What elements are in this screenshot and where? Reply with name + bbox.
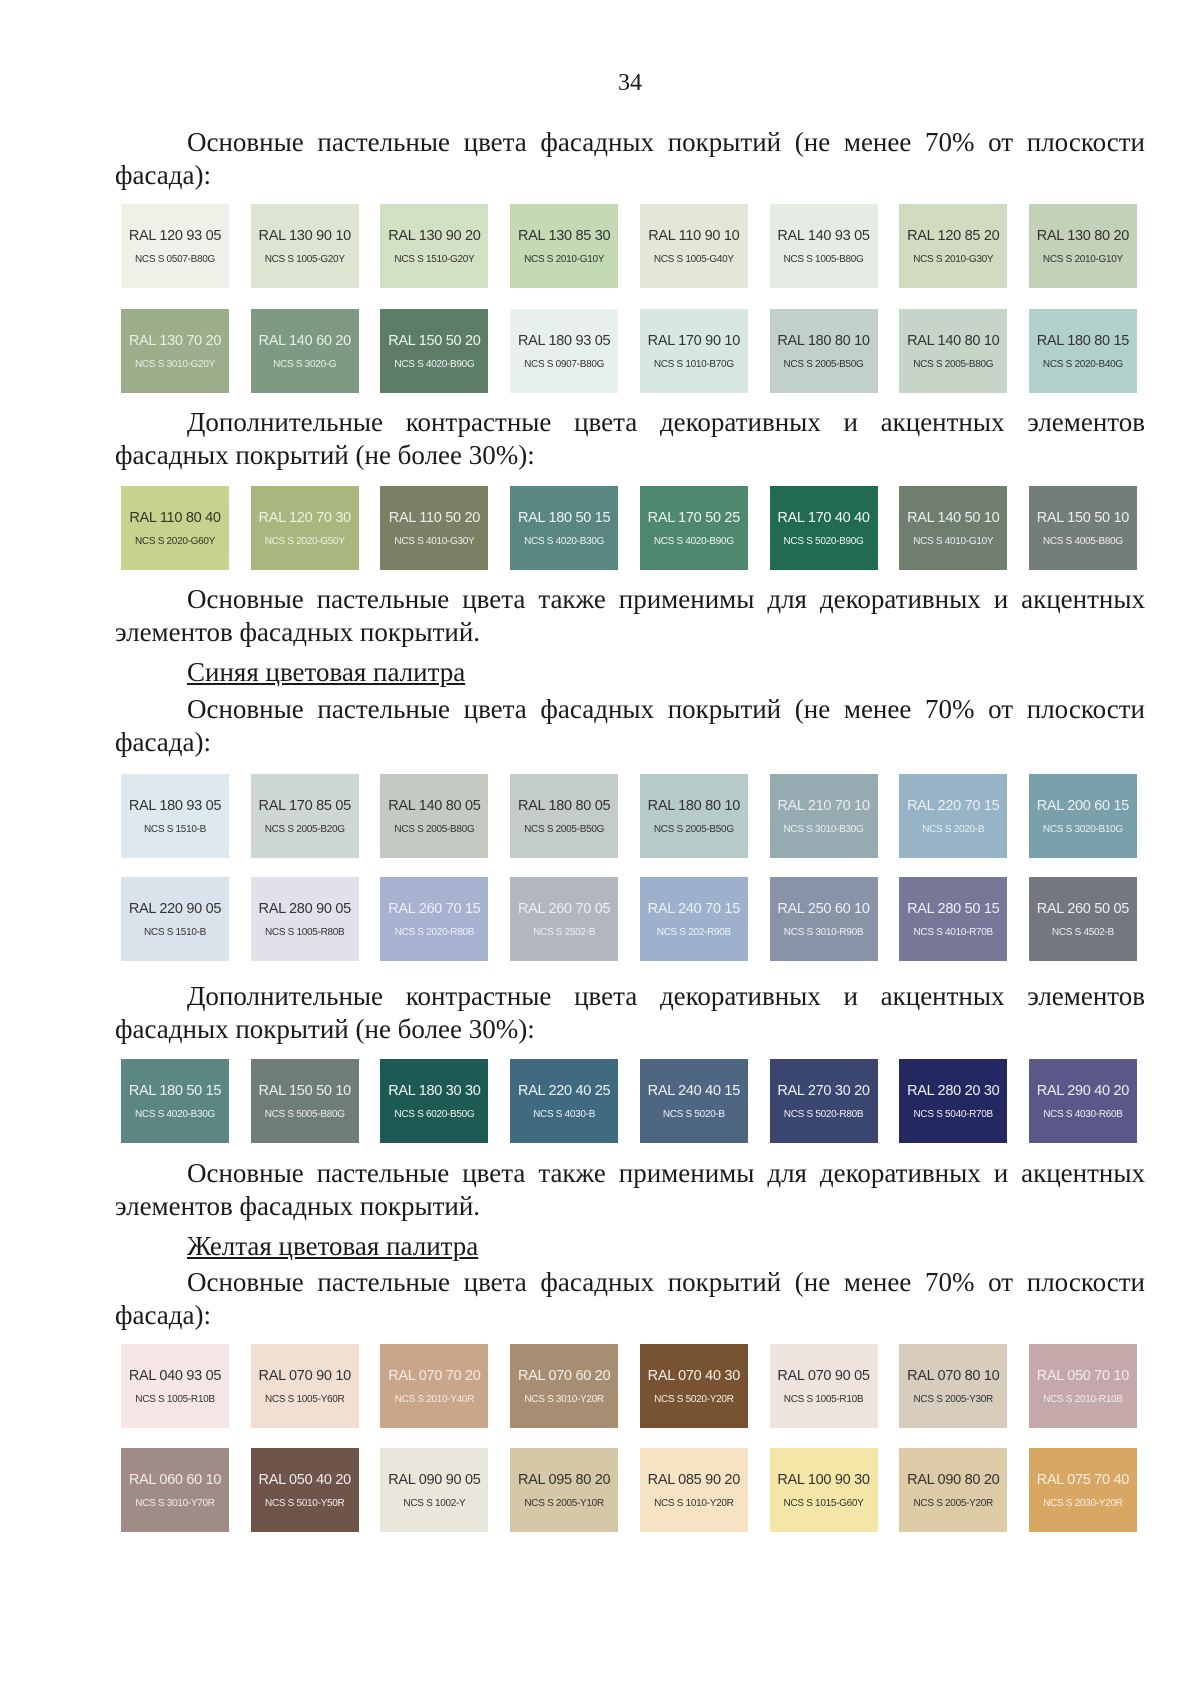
ral-code: RAL 040 93 05 xyxy=(128,1367,222,1384)
color-swatch xyxy=(640,204,748,288)
ncs-code: NCS S 6020-B50G xyxy=(394,1108,475,1120)
ncs-code: NCS S 3010-Y20R xyxy=(524,1393,604,1405)
color-swatch xyxy=(251,1448,359,1532)
color-swatch xyxy=(899,204,1007,288)
ral-code: RAL 150 50 10 xyxy=(1036,509,1130,526)
color-swatch xyxy=(770,774,878,858)
ral-code: RAL 170 90 10 xyxy=(647,332,740,349)
ral-code: RAL 120 85 20 xyxy=(907,227,1000,244)
ncs-code: NCS S 2005-Y20R xyxy=(913,1497,993,1509)
ral-code: RAL 180 93 05 xyxy=(517,332,611,349)
ral-code: RAL 140 60 20 xyxy=(258,332,351,349)
ncs-code: NCS S 2005-Y10R xyxy=(524,1497,604,1509)
blue-palette-heading: Синяя цветовая палитра xyxy=(187,657,466,687)
ncs-code: NCS S 2005-B50G xyxy=(783,358,864,370)
ral-code: RAL 180 93 05 xyxy=(128,797,222,814)
color-swatch xyxy=(770,486,878,570)
section-blue-extra-text: Дополнительные контрастные цвета декоративных и акцентных элементов фасадных покрытий (не более 30%): xyxy=(115,981,1145,1044)
ncs-code: NCS S 0507-B80G xyxy=(135,253,215,265)
color-swatch xyxy=(1029,774,1137,858)
section-blue-main-text: Основные пастельные цвета фасадных покрытий (не менее 70% от плоскости фасада): xyxy=(115,694,1145,757)
ncs-code: NCS S 2020-G50Y xyxy=(264,535,345,547)
ncs-code: NCS S 1005-R80B xyxy=(264,926,345,938)
ral-code: RAL 110 90 10 xyxy=(648,227,740,244)
ral-code: RAL 260 50 05 xyxy=(1036,900,1130,917)
color-swatch xyxy=(251,1344,359,1428)
ral-code: RAL 140 80 05 xyxy=(388,797,481,814)
ral-code: RAL 130 70 20 xyxy=(128,332,222,349)
color-swatch xyxy=(899,309,1007,393)
ncs-code: NCS S 4010-G10Y xyxy=(913,535,994,547)
section-green-note-text: Основные пастельные цвета также применимы для декоративных и акцентных элементов фасадных покрытий. xyxy=(115,584,1145,647)
ral-code: RAL 090 90 05 xyxy=(388,1471,481,1488)
color-swatch xyxy=(121,1448,229,1532)
ncs-code: NCS S 5020-B90G xyxy=(783,535,864,547)
ral-code: RAL 060 60 10 xyxy=(128,1471,222,1488)
ral-code: RAL 110 50 20 xyxy=(388,509,481,526)
ncs-code: NCS S 3010-B30G xyxy=(783,823,864,835)
ral-code: RAL 170 85 05 xyxy=(258,797,351,814)
color-swatch xyxy=(380,1059,488,1143)
ncs-code: NCS S 4020-B90G xyxy=(394,358,475,370)
color-swatch xyxy=(121,309,229,393)
ncs-code: NCS S 3010-G20Y xyxy=(135,358,215,370)
yellow-palette-heading: Желтая цветовая палитра xyxy=(187,1231,479,1261)
ral-code: RAL 085 90 20 xyxy=(647,1471,740,1488)
ncs-code: NCS S 1005-Y60R xyxy=(264,1393,345,1405)
ral-code: RAL 120 93 05 xyxy=(128,227,222,244)
color-swatch xyxy=(121,877,229,961)
ncs-code: NCS S 1015-G60Y xyxy=(783,1497,864,1509)
color-swatch xyxy=(380,204,488,288)
page-number: 34 xyxy=(618,70,642,96)
ral-code: RAL 070 80 10 xyxy=(907,1367,1000,1384)
ncs-code: NCS S 5020-B xyxy=(662,1108,725,1120)
color-swatch xyxy=(1029,1344,1137,1428)
ncs-code: NCS S 1510-G20Y xyxy=(394,253,475,265)
color-swatch xyxy=(510,877,618,961)
ral-code: RAL 180 80 10 xyxy=(647,797,740,814)
ral-code: RAL 240 40 15 xyxy=(647,1082,740,1099)
ncs-code: NCS S 2005-B80G xyxy=(913,358,994,370)
ral-code: RAL 280 50 15 xyxy=(907,900,1000,917)
color-swatch xyxy=(640,1059,748,1143)
color-swatch xyxy=(380,774,488,858)
color-swatch xyxy=(510,1059,618,1143)
ral-code: RAL 090 80 20 xyxy=(907,1471,1000,1488)
ncs-code: NCS S 1010-B70G xyxy=(653,358,734,370)
ral-code: RAL 075 70 40 xyxy=(1036,1471,1130,1488)
color-swatch xyxy=(640,309,748,393)
ral-code: RAL 220 70 15 xyxy=(907,797,1000,814)
ncs-code: NCS S 2010-Y40R xyxy=(394,1393,475,1405)
ncs-code: NCS S 4502-B xyxy=(1051,926,1114,938)
color-swatch xyxy=(640,486,748,570)
ral-code: RAL 170 50 25 xyxy=(647,509,740,526)
color-swatch xyxy=(770,1448,878,1532)
ral-code: RAL 180 80 05 xyxy=(517,797,611,814)
ncs-code: NCS S 2005-B50G xyxy=(653,823,734,835)
color-swatch xyxy=(770,309,878,393)
color-swatch xyxy=(510,486,618,570)
color-swatch xyxy=(1029,877,1137,961)
swatch-row xyxy=(121,204,1137,288)
ral-code: RAL 070 90 05 xyxy=(777,1367,870,1384)
ncs-code: NCS S 1002-Y xyxy=(403,1497,466,1509)
ncs-code: NCS S 2010-R10B xyxy=(1043,1393,1123,1405)
ral-code: RAL 290 40 20 xyxy=(1036,1082,1130,1099)
ncs-code: NCS S 3020-G xyxy=(273,358,337,370)
ncs-code: NCS S 2020-G60Y xyxy=(135,535,215,547)
color-swatch xyxy=(770,1059,878,1143)
ral-code: RAL 280 20 30 xyxy=(907,1082,1000,1099)
color-swatch xyxy=(121,1059,229,1143)
color-swatch xyxy=(121,486,229,570)
ral-code: RAL 220 40 25 xyxy=(517,1082,611,1099)
ral-code: RAL 250 60 10 xyxy=(777,900,870,917)
ral-code: RAL 200 60 15 xyxy=(1036,797,1130,814)
ral-code: RAL 220 90 05 xyxy=(128,900,222,917)
ncs-code: NCS S 2020-B40G xyxy=(1042,358,1123,370)
section-green-extra-text: Дополнительные контрастные цвета декоративных и акцентных элементов фасадных покрытий (не более 30%): xyxy=(115,407,1145,470)
ral-code: RAL 140 50 10 xyxy=(907,509,1000,526)
swatch-row xyxy=(121,774,1137,858)
ncs-code: NCS S 3010-R90B xyxy=(783,926,864,938)
color-swatch xyxy=(899,1448,1007,1532)
color-swatch xyxy=(770,877,878,961)
ncs-code: NCS S 1010-Y20R xyxy=(654,1497,734,1509)
ral-code: RAL 100 90 30 xyxy=(777,1471,870,1488)
color-swatch xyxy=(251,309,359,393)
color-swatch xyxy=(380,309,488,393)
color-swatch xyxy=(251,204,359,288)
color-swatch xyxy=(770,1344,878,1428)
ral-code: RAL 050 70 10 xyxy=(1036,1367,1130,1384)
color-swatch xyxy=(251,486,359,570)
ncs-code: NCS S 2005-Y30R xyxy=(913,1393,993,1405)
color-swatch xyxy=(1029,204,1137,288)
ncs-code: NCS S 1005-R10B xyxy=(783,1393,864,1405)
color-swatch xyxy=(1029,1059,1137,1143)
ncs-code: NCS S 2030-Y20R xyxy=(1043,1497,1123,1509)
ral-code: RAL 150 50 10 xyxy=(258,1082,351,1099)
ral-code: RAL 120 70 30 xyxy=(258,509,351,526)
color-swatch xyxy=(510,1344,618,1428)
color-swatch xyxy=(899,1059,1007,1143)
ncs-code: NCS S 4030-R60B xyxy=(1043,1108,1123,1120)
ncs-code: NCS S 4010-G30Y xyxy=(394,535,475,547)
ncs-code: NCS S 4010-R70B xyxy=(913,926,993,938)
ral-code: RAL 180 50 15 xyxy=(517,509,611,526)
ncs-code: NCS S 1510-B xyxy=(144,926,206,938)
ncs-code: NCS S 5005-B80G xyxy=(264,1108,345,1120)
ncs-code: NCS S 2010-G10Y xyxy=(524,253,605,265)
ncs-code: NCS S 2005-B20G xyxy=(264,823,345,835)
ncs-code: NCS S 5010-Y50R xyxy=(264,1497,345,1509)
ncs-code: NCS S 2010-G30Y xyxy=(913,253,994,265)
ral-code: RAL 140 80 10 xyxy=(907,332,1000,349)
color-swatch xyxy=(899,774,1007,858)
ral-code: RAL 070 40 30 xyxy=(647,1367,740,1384)
swatch-row xyxy=(121,877,1137,961)
ncs-code: NCS S 4005-B80G xyxy=(1042,535,1123,547)
ncs-code: NCS S 5020-Y20R xyxy=(654,1393,734,1405)
ral-code: RAL 050 40 20 xyxy=(258,1471,351,1488)
ncs-code: NCS S 4030-B xyxy=(533,1108,596,1120)
color-swatch xyxy=(770,204,878,288)
ral-code: RAL 180 30 30 xyxy=(388,1082,481,1099)
color-swatch xyxy=(510,204,618,288)
ncs-code: NCS S 0907-B80G xyxy=(524,358,605,370)
color-swatch xyxy=(640,1344,748,1428)
ncs-code: NCS S 3010-Y70R xyxy=(135,1497,215,1509)
ncs-code: NCS S 2020-R80B xyxy=(394,926,475,938)
ncs-code: NCS S 4020-B30G xyxy=(135,1108,215,1120)
ral-code: RAL 270 30 20 xyxy=(777,1082,870,1099)
color-swatch xyxy=(121,204,229,288)
color-swatch xyxy=(510,774,618,858)
ral-code: RAL 180 80 15 xyxy=(1036,332,1130,349)
swatch-row xyxy=(121,309,1137,393)
ncs-code: NCS S 5020-R80B xyxy=(783,1108,864,1120)
ral-code: RAL 260 70 15 xyxy=(388,900,481,917)
color-swatch xyxy=(1029,309,1137,393)
swatch-row xyxy=(121,486,1137,570)
ral-code: RAL 180 80 10 xyxy=(777,332,870,349)
color-swatch xyxy=(1029,486,1137,570)
ral-code: RAL 070 90 10 xyxy=(258,1367,351,1384)
ncs-code: NCS S 2502-B xyxy=(533,926,596,938)
color-swatch xyxy=(640,774,748,858)
color-swatch xyxy=(380,486,488,570)
ral-code: RAL 180 50 15 xyxy=(128,1082,222,1099)
ral-code: RAL 130 90 20 xyxy=(388,227,481,244)
ral-code: RAL 210 70 10 xyxy=(777,797,870,814)
ral-code: RAL 260 70 05 xyxy=(517,900,611,917)
color-swatch xyxy=(251,1059,359,1143)
swatch-row xyxy=(121,1344,1137,1428)
swatch-row xyxy=(121,1059,1137,1143)
color-swatch xyxy=(640,877,748,961)
ral-code: RAL 140 93 05 xyxy=(777,227,870,244)
section-green-main-text: Основные пастельные цвета фасадных покрытий (не менее 70% от плоскости фасада): xyxy=(115,127,1145,190)
ncs-code: NCS S 5040-R70B xyxy=(913,1108,993,1120)
color-swatch xyxy=(899,486,1007,570)
ncs-code: NCS S 2010-G10Y xyxy=(1042,253,1123,265)
color-swatch xyxy=(380,877,488,961)
color-swatch xyxy=(1029,1448,1137,1532)
ral-code: RAL 070 70 20 xyxy=(388,1367,481,1384)
ncs-code: NCS S 4020-B90G xyxy=(653,535,734,547)
ral-code: RAL 110 80 40 xyxy=(129,509,221,526)
ral-code: RAL 170 40 40 xyxy=(777,509,870,526)
ncs-code: NCS S 3020-B10G xyxy=(1042,823,1123,835)
swatch-row xyxy=(121,1448,1137,1532)
ral-code: RAL 150 50 20 xyxy=(388,332,481,349)
section-yellow-main-text: Основные пастельные цвета фасадных покрытий (не менее 70% от плоскости фасада): xyxy=(115,1267,1145,1330)
ncs-code: NCS S 1005-R10B xyxy=(135,1393,215,1405)
ncs-code: NCS S 1005-B80G xyxy=(783,253,864,265)
color-swatch xyxy=(251,774,359,858)
ral-code: RAL 095 80 20 xyxy=(517,1471,611,1488)
color-swatch xyxy=(121,1344,229,1428)
color-swatch xyxy=(899,877,1007,961)
color-swatch xyxy=(380,1344,488,1428)
color-swatch xyxy=(251,877,359,961)
ncs-code: NCS S 202-R90B xyxy=(656,926,731,938)
ncs-code: NCS S 2005-B80G xyxy=(394,823,475,835)
ral-code: RAL 070 60 20 xyxy=(517,1367,611,1384)
section-blue-note-text: Основные пастельные цвета также применимы для декоративных и акцентных элементов фасадных покрытий. xyxy=(115,1158,1145,1221)
ral-code: RAL 130 90 10 xyxy=(258,227,351,244)
ral-code: RAL 130 80 20 xyxy=(1036,227,1130,244)
ncs-code: NCS S 2020-B xyxy=(922,823,985,835)
ncs-code: NCS S 1005-G40Y xyxy=(653,253,734,265)
color-swatch xyxy=(380,1448,488,1532)
ral-code: RAL 130 85 30 xyxy=(517,227,611,244)
ncs-code: NCS S 4020-B30G xyxy=(524,535,605,547)
ral-code: RAL 280 90 05 xyxy=(258,900,351,917)
color-swatch xyxy=(899,1344,1007,1428)
color-swatch xyxy=(121,774,229,858)
ral-code: RAL 240 70 15 xyxy=(647,900,740,917)
ncs-code: NCS S 1510-B xyxy=(144,823,206,835)
ncs-code: NCS S 2005-B50G xyxy=(524,823,605,835)
color-swatch xyxy=(510,309,618,393)
ncs-code: NCS S 1005-G20Y xyxy=(264,253,345,265)
color-swatch xyxy=(640,1448,748,1532)
color-swatch xyxy=(510,1448,618,1532)
